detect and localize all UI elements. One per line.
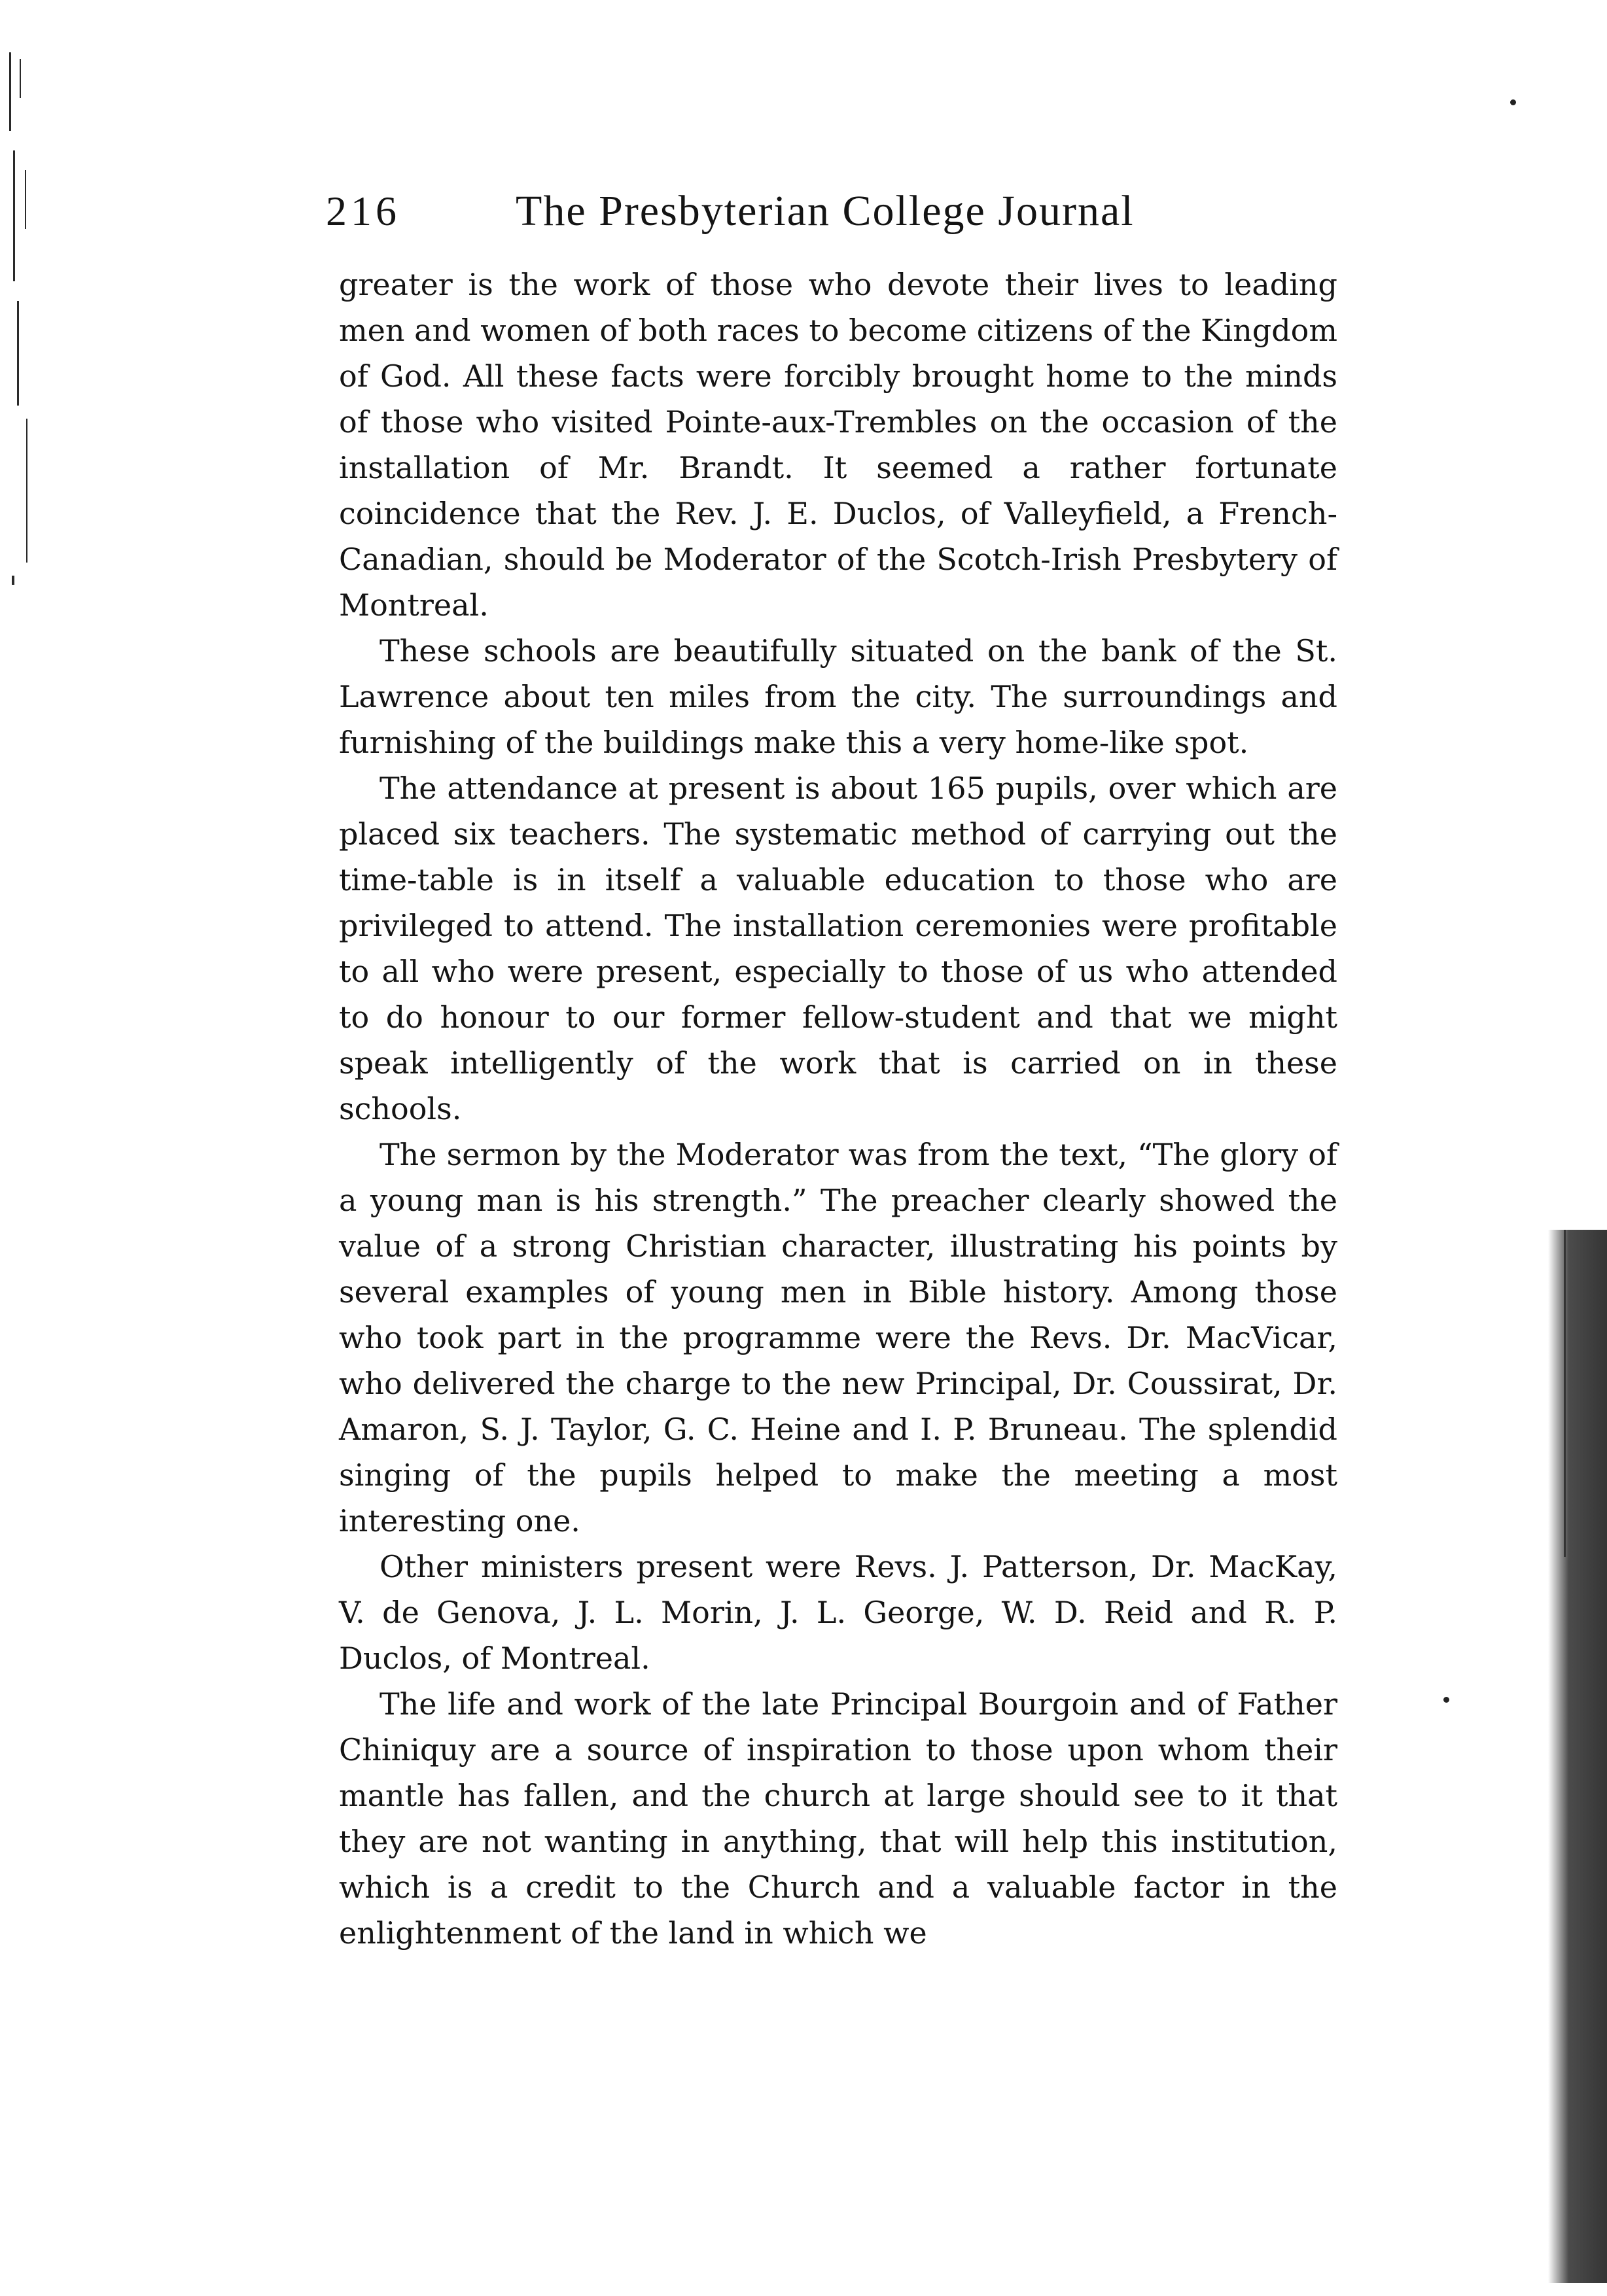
running-header	[326, 182, 1347, 241]
paragraph: Other ministers present were Revs. J. Patterson, Dr. MacKay, V. de Genova, J. L. Morin, J. L. George, W. D. Reid and R. P. Duclos, of Montreal.	[339, 1549, 1337, 1676]
page-edge-shadow	[1548, 1230, 1607, 2283]
paragraph: The attendance at present is about 165 pupils, over which are placed six teachers. The systematic method of carrying out the time-table is in itself a valuable education to those who are privileged to attend. The installation ceremonies were profitable to all who were present, especially to those of us who attended to do honour to our former fellow-student and that we might speak intelligently of the work that is carried on in these schools.	[339, 771, 1337, 1126]
article-body	[339, 262, 1337, 1956]
running-title: The Presbyterian College Journal	[516, 187, 1135, 235]
scan-speck	[1443, 1697, 1449, 1703]
paragraph: greater is the work of those who devote their lives to leading men and women of both races to become citizens of the Kingdom of God. All these facts were forcibly brought home to the minds of those who visited Pointe-aux-Trembles on the occasion of the installation of Mr. Brandt. It seemed a rather fortunate coincidence that the Rev. J. E. Duclos, of Valleyfield, a French-Canadian, should be Moderator of the Scotch-Irish Presbytery of Montreal.	[339, 267, 1337, 623]
paragraph: The life and work of the late Principal Bourgoin and of Father Chiniquy are a source of inspiration to those upon whom their mantle has fallen, and the church at large should see to it that they are not wanting in anything, that will help this institution, which is a credit to the Church and a valuable factor in the enlightenment of the land in which we	[339, 1686, 1337, 1951]
gutter-scan-marks	[0, 52, 52, 641]
paragraph: The sermon by the Moderator was from the text, “The glory of a young man is his strength.” The preacher clearly showed the value of a strong Christian character, illustrating his points by several examples of young men in Bible history. Among those who took part in the programme were the Revs. Dr. MacVicar, who delivered the charge to the new Principal, Dr. Coussirat, Dr. Amaron, S. J. Taylor, G. C. Heine and I. P. Bruneau. The splendid singing of the pupils helped to make the meeting a most interesting one.	[339, 1137, 1337, 1539]
page-number: 216	[326, 188, 400, 234]
paragraph: These schools are beautifully situated on the bank of the St. Lawrence about ten miles from the city. The surroundings and furnishing of the buildings make this a very home-like spot.	[339, 633, 1337, 760]
scan-speck	[1510, 99, 1516, 105]
